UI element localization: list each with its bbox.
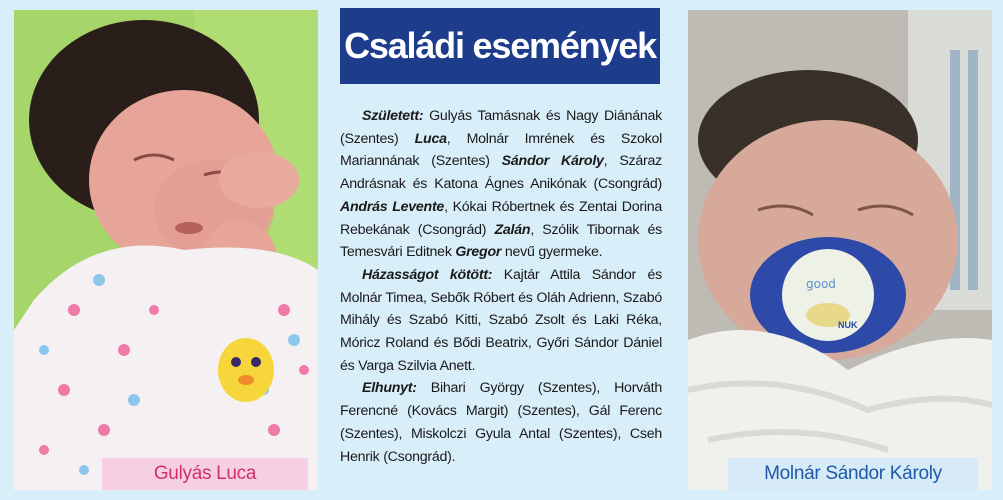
baby-name: Gregor [455,244,502,261]
photo-caption-right: Molnár Sándor Károly [728,458,978,490]
births-text: , Szólik Tibornak és Temesvári Editnek [340,221,663,261]
deaths-text: Bihari György (Szentes), Horváth Ferencné (Kovács Margit) (Szentes), Gál Ferenc (Szentes), Miskolczi Gyula Antal (Szentes), Cseh Henrik (Csongrád). [340,380,662,465]
births-text: , Száraz Andrásnak és Katona Ágnes Anikónak (Csongrád) [340,153,662,193]
marriages-text: Kajtár Attila Sándor és Molnár Timea, Sebők Róbert és Oláh Adrienn, Szabó Mihály és Szabó Kitti, Szabó Zsolt és Laki Réka, Móricz Roland és Bődi Beatrix, Győri Sándor Dániel és Varga Szilvia Anett. [340,266,662,374]
deaths-label: Elhunyt: [362,380,417,397]
marriages-label: Házasságot kötött: [362,266,493,283]
births-label: Született: [362,108,424,124]
pacifier-text: good [806,277,836,291]
births-text: , Molnár Imrének és Szokol Mariannának (Szentes) [340,130,662,170]
marriages-paragraph [340,264,662,378]
baby-name: Sándor Károly [501,153,604,170]
baby-illustration-left [14,10,318,490]
births-text: Gulyás Tamásnak és Nagy Diánának (Szentes) [340,108,662,147]
photo-caption-left: Gulyás Luca [102,458,308,490]
births-paragraph [340,105,662,264]
baby-illustration-right [688,10,992,490]
births-text: nevű gyermeke. [501,244,603,261]
baby-name: András Levente [340,198,445,215]
baby-name: Luca [414,130,447,147]
births-text: , Kókai Róbertnek és Zentai Dorina Rebekának (Csongrád) [340,198,662,238]
baby-photo-right [688,10,992,490]
baby-name: Zalán [494,221,531,238]
pacifier-brand: NUK [838,320,858,330]
article-body [340,105,662,468]
deaths-paragraph [340,377,662,468]
baby-photo-left [14,10,318,490]
section-title: Családi események [340,8,660,84]
